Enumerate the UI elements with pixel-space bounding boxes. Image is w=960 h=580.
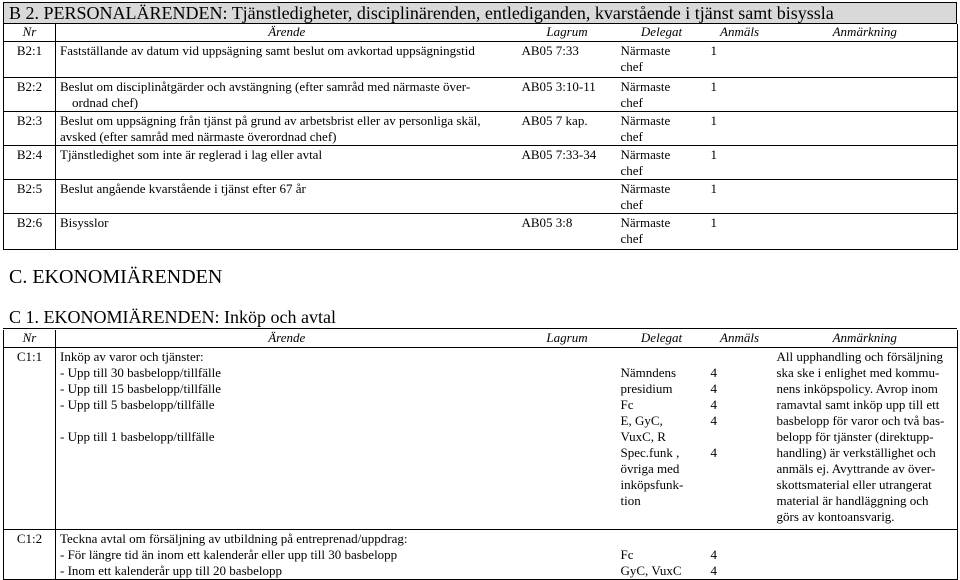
table-row [4,145,958,179]
row-lagrum: AB05 3:10-11 [518,77,617,111]
row-delegat: Närmaste chef [617,145,707,179]
section-c-title: C. EKONOMIÄRENDEN [9,266,223,288]
row-anmals: 1 [707,41,773,77]
table-row [4,179,958,213]
col-lagrum: Lagrum [518,330,617,347]
row-lagrum [518,179,617,213]
col-anmals: Anmäls [707,24,773,41]
row-anmarkning: All upphandling och försäljning ska ske i enlighet med kommu- nens inköpspolicy. Avrop inom ramavtal samt inköp upp till ett basbelopp för varor och två bas- belopp för tjänster (direktupp- handling) är verkställighet och anmäls ej. Avyttrande av över- skottsmaterial eller utrangerat material är handläggning och görs av kontoansvarig. [773,347,958,529]
row-delegat: Närmaste chef [617,77,707,111]
table-row [4,213,958,249]
row-delegat: Fc GyC, VuxC [617,529,707,579]
row-nr: C1:1 [4,347,56,529]
row-anmals: 1 [707,111,773,145]
row-lagrum: AB05 7:33-34 [518,145,617,179]
row-anmals: 1 [707,179,773,213]
row-nr: B2:3 [4,111,56,145]
table-row [4,41,958,77]
row-nr: C1:2 [4,529,56,579]
row-delegat: Närmaste chef [617,179,707,213]
row-arende: Bisysslor [56,213,518,249]
col-delegat: Delegat [617,24,707,41]
row-nr: B2:2 [4,77,56,111]
row-delegat: Nämndens presidium Fc E, GyC, VuxC, R Spec.funk , övriga med inköpsfunk- tion [617,347,707,529]
table-header [4,330,958,347]
row-anmals: 1 [707,77,773,111]
col-arende: Ärende [56,330,518,347]
row-anmarkning [773,111,958,145]
row-delegat: Närmaste chef [617,213,707,249]
col-anmarkning: Anmärkning [773,24,958,41]
row-arende: Beslut om uppsägning från tjänst på grund av arbetsbrist eller av personliga skäl, avsked (efter samråd med närmaste överordnad chef) [56,111,518,145]
table-row [4,347,958,529]
row-nr: B2:5 [4,179,56,213]
row-lagrum: AB05 3:8 [518,213,617,249]
row-lagrum [518,529,617,579]
row-nr: B2:4 [4,145,56,179]
row-anmals: 1 [707,213,773,249]
col-nr: Nr [4,24,56,41]
row-nr: B2:6 [4,213,56,249]
row-arende: Fastställande av datum vid uppsägning samt beslut om avkortad uppsägningstid [56,41,518,77]
col-nr: Nr [4,330,56,347]
row-delegat: Närmaste chef [617,41,707,77]
table-row [4,111,958,145]
table-b2 [3,24,958,250]
col-delegat: Delegat [617,330,707,347]
row-anmals: 4 4 [707,529,773,579]
section-c1-title: C 1. EKONOMIÄRENDEN: Inköp och avtal [3,307,957,329]
col-arende: Ärende [56,24,518,41]
col-lagrum: Lagrum [518,24,617,41]
row-anmarkning [773,77,958,111]
row-anmarkning [773,145,958,179]
row-lagrum: AB05 7 kap. [518,111,617,145]
row-arende: Tjänstledighet som inte är reglerad i lag eller avtal [56,145,518,179]
row-anmarkning [773,529,958,579]
row-anmarkning [773,213,958,249]
row-lagrum: AB05 7:33 [518,41,617,77]
row-anmarkning [773,179,958,213]
section-b2-title: B 2. PERSONALÄRENDEN: Tjänstledigheter, disciplinärenden, entlediganden, kvarstående i tjänst samt bisyssla [3,2,957,24]
row-anmarkning [773,41,958,77]
row-arende: Beslut om disciplinåtgärder och avstängning (efter samråd med närmaste över- ordnad chef) [56,77,518,111]
col-anmals: Anmäls [707,330,773,347]
row-arende: Inköp av varor och tjänster: - Upp till 30 basbelopp/tillfälle - Upp till 15 basbelopp/tillfälle - Upp till 5 basbelopp/tillfälle - Upp till 1 basbelopp/tillfälle [56,347,518,529]
table-header [4,24,958,41]
table-row [4,77,958,111]
row-delegat: Närmaste chef [617,111,707,145]
row-nr: B2:1 [4,41,56,77]
col-anmarkning: Anmärkning [773,330,958,347]
row-arende: Teckna avtal om försäljning av utbildning på entreprenad/uppdrag: - För längre tid än inom ett kalenderår eller upp till 30 basbelopp - Inom ett kalenderår upp till 20 basbelopp [56,529,518,579]
table-c1 [3,330,958,580]
row-arende: Beslut angående kvarstående i tjänst efter 67 år [56,179,518,213]
row-anmals: 1 [707,145,773,179]
row-lagrum [518,347,617,529]
table-row [4,529,958,579]
row-anmals: 4 4 4 4 4 [707,347,773,529]
